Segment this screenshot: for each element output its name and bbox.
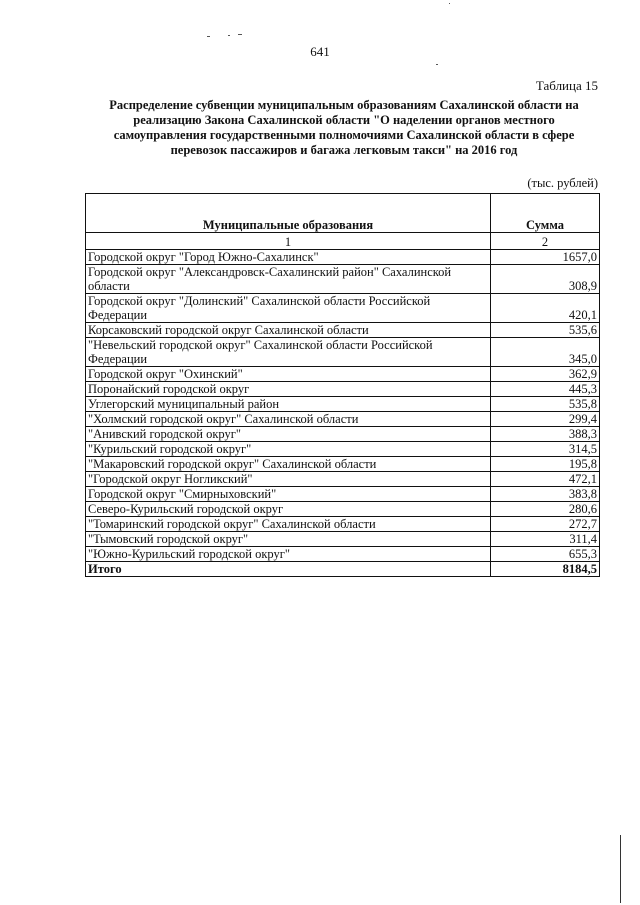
sum-value: 535,6 <box>491 323 600 338</box>
page-number: 641 <box>310 44 330 59</box>
sum-value: 272,7 <box>491 517 600 532</box>
municipality-name: Городской округ "Город Южно-Сахалинск" <box>86 250 491 265</box>
scan-speck <box>228 35 230 36</box>
sum-value: 535,8 <box>491 397 600 412</box>
sum-value: 1657,0 <box>491 250 600 265</box>
sum-value: 345,0 <box>491 338 600 367</box>
table-row <box>86 412 600 427</box>
municipality-name: Городской округ "Охинский" <box>86 367 491 382</box>
sum-value: 299,4 <box>491 412 600 427</box>
municipality-name: "Холмский городской округ" Сахалинской области <box>86 412 491 427</box>
municipality-name: "Городской округ Ногликский" <box>86 472 491 487</box>
column-header-municipality: Муниципальные образования <box>86 194 491 233</box>
column-number-2: 2 <box>491 233 600 250</box>
table-label: Таблица 15 <box>535 78 598 93</box>
sum-value: 362,9 <box>491 367 600 382</box>
scan-speck <box>449 3 450 4</box>
sum-value: 472,1 <box>491 472 600 487</box>
municipality-name: "Макаровский городской округ" Сахалинской области <box>86 457 491 472</box>
scan-speck <box>436 64 438 65</box>
table-row <box>86 250 600 265</box>
municipality-name: "Томаринский городской округ" Сахалинской области <box>86 517 491 532</box>
municipality-name: Городской округ "Смирныховский" <box>86 487 491 502</box>
municipality-name: Поронайский городской округ <box>86 382 491 397</box>
table-row <box>86 397 600 412</box>
sum-value: 280,6 <box>491 502 600 517</box>
sum-value: 311,4 <box>491 532 600 547</box>
column-header-sum: Сумма <box>491 194 600 233</box>
total-sum: 8184,5 <box>491 562 600 577</box>
sum-value: 445,3 <box>491 382 600 397</box>
municipality-name: "Невельский городской округ" Сахалинской области Российской Федерации <box>86 338 491 367</box>
municipality-name: Углегорский муниципальный район <box>86 397 491 412</box>
document-title: Распределение субвенции муниципальным образованиям Сахалинской области на реализацию Закона Сахалинской области "О наделении органов местного самоуправления государственными полномочиями Сахалинской области в сфере перевозок пассажиров и багажа легковым такси" на 2016 год <box>109 98 579 157</box>
municipality-name: "Тымовский городской округ" <box>86 532 491 547</box>
column-number-1: 1 <box>86 233 491 250</box>
table-row <box>86 472 600 487</box>
table-row <box>86 487 600 502</box>
table-row <box>86 442 600 457</box>
sum-value: 195,8 <box>491 457 600 472</box>
total-row <box>86 562 600 577</box>
table-row <box>86 547 600 562</box>
table-row <box>86 338 600 367</box>
table-row <box>86 457 600 472</box>
sum-value: 308,9 <box>491 265 600 294</box>
sum-value: 388,3 <box>491 427 600 442</box>
sum-value: 314,5 <box>491 442 600 457</box>
municipality-name: "Курильский городской округ" <box>86 442 491 457</box>
sum-value: 420,1 <box>491 294 600 323</box>
municipality-name: Северо-Курильский городской округ <box>86 502 491 517</box>
table-row <box>86 502 600 517</box>
table-row <box>86 532 600 547</box>
table-row <box>86 323 600 338</box>
column-number-row <box>86 233 600 250</box>
municipality-name: "Анивский городской округ" <box>86 427 491 442</box>
sum-value: 655,3 <box>491 547 600 562</box>
municipality-name: Корсаковский городской округ Сахалинской области <box>86 323 491 338</box>
table-row <box>86 294 600 323</box>
table-row <box>86 265 600 294</box>
subsidy-table <box>85 193 600 577</box>
table-row <box>86 427 600 442</box>
scan-speck <box>207 36 210 37</box>
municipality-name: Городской округ "Долинский" Сахалинской области Российской Федерации <box>86 294 491 323</box>
sum-value: 383,8 <box>491 487 600 502</box>
table-row <box>86 367 600 382</box>
table-row <box>86 517 600 532</box>
table-header-row <box>86 194 600 233</box>
scan-edge-line <box>620 835 621 903</box>
table-row <box>86 382 600 397</box>
municipality-name: Городской округ "Александровск-Сахалинский район" Сахалинской области <box>86 265 491 294</box>
scan-speck <box>238 34 242 35</box>
municipality-name: "Южно-Курильский городской округ" <box>86 547 491 562</box>
units-note: (тыс. рублей) <box>527 176 598 190</box>
total-label: Итого <box>86 562 491 577</box>
